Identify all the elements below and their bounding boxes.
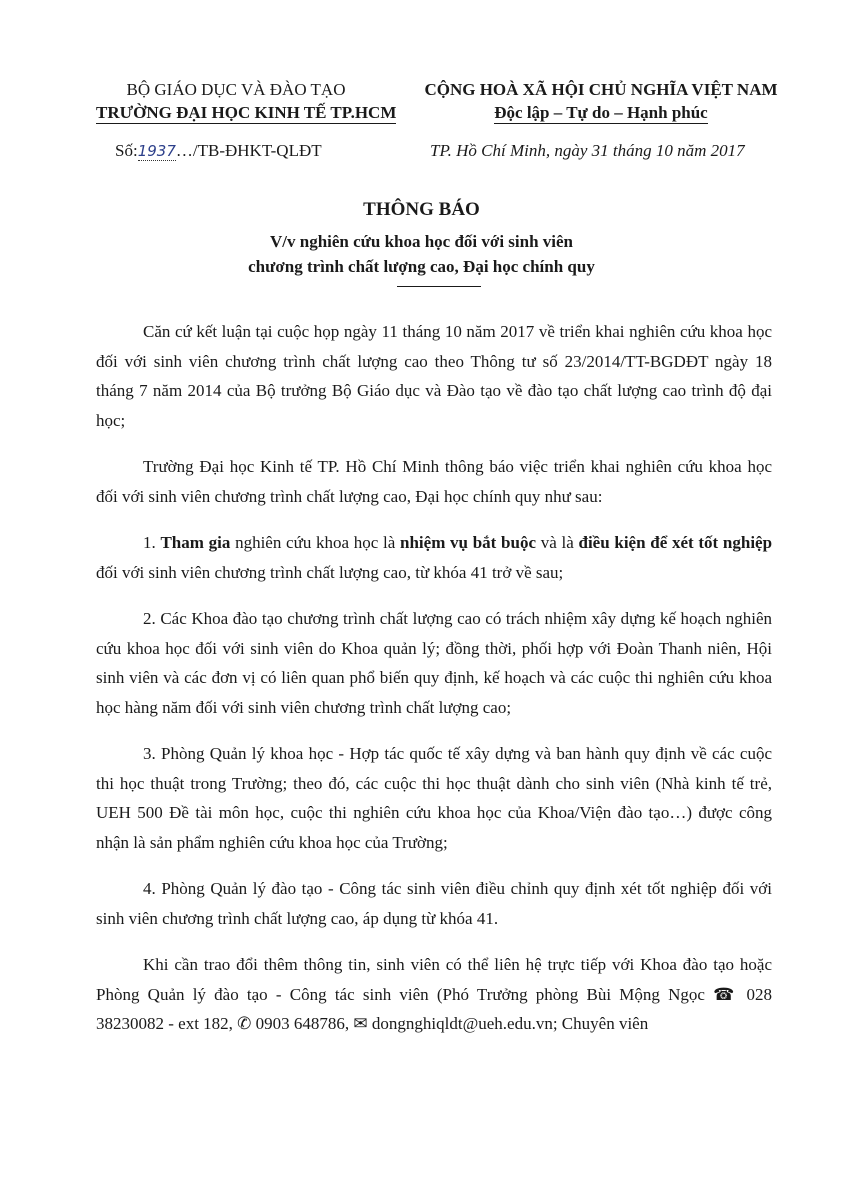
ministry-name: BỘ GIÁO DỤC VÀ ĐÀO TẠO [126,80,346,99]
motto-text: Độc lập – Tự do – Hạnh phúc [494,103,708,122]
subject-line-1: V/v nghiên cứu khoa học đối với sinh viên [269,232,574,251]
ref-suffix: …/TB-ĐHKT-QLĐT [175,141,322,160]
ministry-header [96,78,397,124]
item-3: 3. Phòng Quản lý khoa học - Hợp tác quốc tế xây dựng và ban hành quy định về các cuộc thi học thuật trong Trường; theo đó, các cuộc thi học thuật dành cho sinh viên (Nhà kinh tế trẻ, UEH 500 Đề tài môn học, cuộc thi nghiên cứu khoa học của Khoa/Viện đào tạo…) được công nhận là sản phẩm nghiên cứu khoa học của Trường; [96,744,772,852]
national-header [416,78,786,124]
issue-date: TP. Hồ Chí Minh, ngày 31 tháng 10 năm 2017 [430,141,745,160]
subject-line-2: chương trình chất lượng cao, Đại học chính quy [248,257,595,276]
ref-prefix: Số: [115,141,138,160]
paragraph-basis: Căn cứ kết luận tại cuộc họp ngày 11 tháng 10 năm 2017 về triển khai nghiên cứu khoa học đối với sinh viên chương trình chất lượng cao theo Thông tư số 23/2014/TT-BGDĐT ngày 18 tháng 7 năm 2014 của Bộ trưởng Bộ Giáo dục và Đào tạo về đào tạo chất lượng cao trình độ đại học; [96,322,772,430]
university-name-text: TRƯỜNG ĐẠI HỌC KINH TẾ TP.HCM [96,103,397,122]
paragraph-announcement: Trường Đại học Kinh tế TP. Hồ Chí Minh thông báo việc triển khai nghiên cứu khoa học đối với sinh viên chương trình chất lượng cao, Đại học chính quy như sau: [96,457,772,506]
item-1-bold-participation: Tham gia [160,533,231,552]
item-2: 2. Các Khoa đào tạo chương trình chất lượng cao có trách nhiệm xây dựng kế hoạch nghiên cứu khoa học đối với sinh viên do Khoa quản lý; đồng thời, phối hợp với Đoàn Thanh niên, Hội sinh viên và các đơn vị có liên quan phổ biến quy định, kế hoạch và các cuộc thi nghiên cứu khoa học hàng năm đối với sinh viên chương trình chất lượng cao; [96,609,772,717]
item-1: 1. Tham gia nghiên cứu khoa học là nhiệm vụ bắt buộc và là điều kiện để xét tốt nghiệp đối với sinh viên chương trình chất lượng cao, từ khóa 41 trở về sau; [96,533,773,582]
country-name: CỘNG HOÀ XÃ HỘI CHỦ NGHĨA VIỆT NAM [424,80,778,99]
subject-underline [397,286,481,287]
document-title: THÔNG BÁO [363,199,480,220]
item-1-bold-mandatory: nhiệm vụ bắt buộc [400,533,537,552]
item-4: 4. Phòng Quản lý đào tạo - Công tác sinh viên điều chỉnh quy định xét tốt nghiệp đối với sinh viên chương trình chất lượng cao, áp dụng từ khóa 41. [96,879,772,928]
university-name [96,101,397,124]
handwritten-number: 1937 [137,142,176,160]
motto [416,101,786,124]
paragraph-contact: Khi cần trao đổi thêm thông tin, sinh viên có thể liên hệ trực tiếp với Khoa đào tạo hoặc Phòng Quản lý đào tạo - Công tác sinh viên (Phó Trưởng phòng Bùi Mộng Ngọc ☎ 028 38230082 - ext 182, ✆ 0903 648786, ✉ dongnghiqldt@ueh.edu.vn; Chuyên viên [96,955,772,1033]
document-body [96,317,772,1039]
item-1-bold-condition: điều kiện để xét tốt nghiệp [578,533,773,552]
document-number [115,141,322,161]
